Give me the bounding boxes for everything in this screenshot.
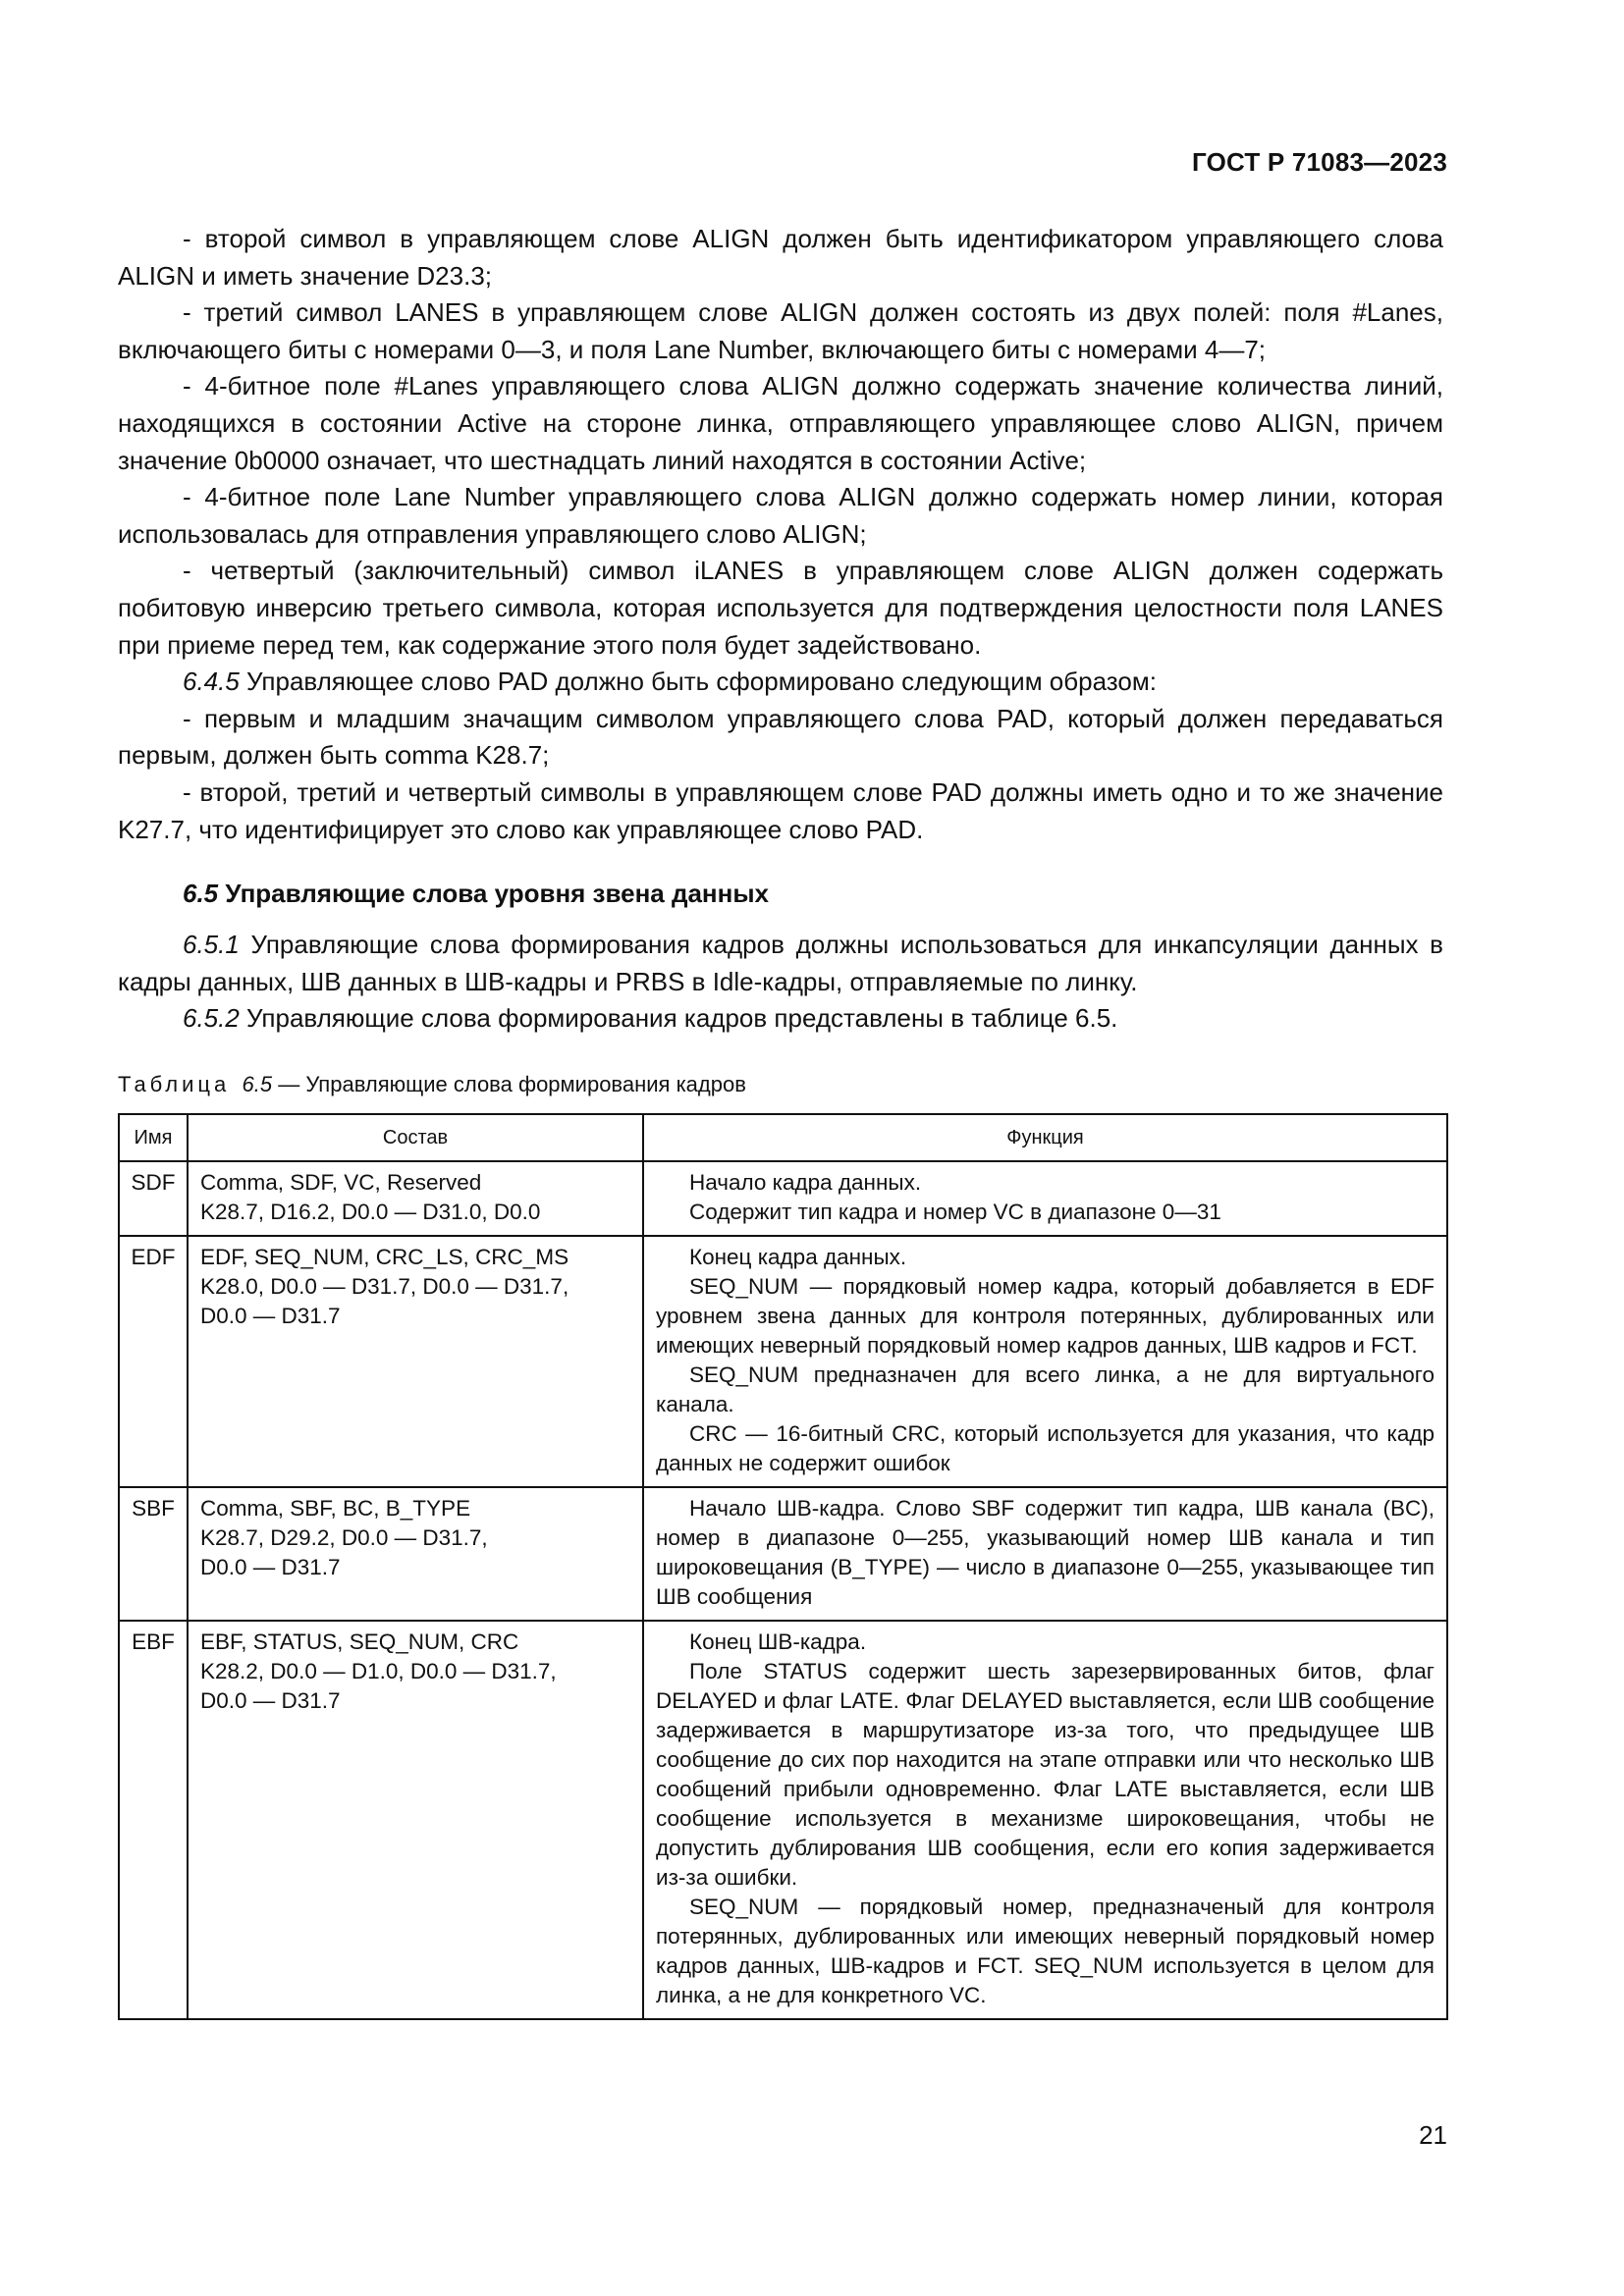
composition-text: Comma, SBF, BC, B_TYPE K28.7, D29.2, D0.0 — D31.7, D0.0 — D31.7 <box>200 1496 488 1579</box>
column-header-function: Функция <box>643 1114 1447 1161</box>
paragraph: - третий символ LANES в управляющем слове ALIGN должен состоять из двух полей: поля #Lanes, включающего биты с номерами 0—3, и поля Lane Number, включающего биты с номерами 4—7; <box>118 297 1443 364</box>
column-header-composition: Состав <box>188 1114 643 1161</box>
function-line: SEQ_NUM — порядковый номер кадра, который добавляется в EDF уровнем звена данных для контроля потерянных, дублированных или имеющих неверный порядковый номер кадров данных, ШВ кадров и FCT. <box>656 1274 1435 1358</box>
cell-name: EBF <box>119 1621 188 2019</box>
cell-function <box>643 1487 1447 1621</box>
clause-number: 6.5.1 <box>183 930 240 959</box>
body-text-section <box>118 927 1443 1038</box>
paragraph: - четвертый (заключительный) символ iLANES в управляющем слове ALIGN должен содержать побитовую инверсию третьего символа, которая используется для подтверждения целостности поля LANES при приеме перед тем, как содержание этого поля будет задействовано. <box>118 556 1443 660</box>
paragraph: - второй, третий и четвертый символы в управляющем слове PAD должны иметь одно и то же значение K27.7, что идентифицирует это слово как управляющее слово PAD. <box>118 776 1443 844</box>
composition-text: Comma, SDF, VC, Reserved K28.7, D16.2, D0.0 — D31.0, D0.0 <box>200 1170 541 1224</box>
paragraph: - 4-битное поле Lane Number управляющего слова ALIGN должно содержать номер линии, которая использовалась для отправления управляющего слово ALIGN; <box>118 482 1443 549</box>
cell-function <box>643 1621 1447 2019</box>
section-title: Управляющие слова уровня звена данных <box>218 879 769 908</box>
paragraph: - второй символ в управляющем слове ALIGN должен быть идентификатором управляющего слова ALIGN и иметь значение D23.3; <box>118 224 1443 291</box>
table-row <box>119 1621 1447 2019</box>
composition-text: EBF, STATUS, SEQ_NUM, CRC K28.2, D0.0 — D1.0, D0.0 — D31.7, D0.0 — D31.7 <box>200 1629 557 1713</box>
cell-function <box>643 1236 1447 1487</box>
function-line: SEQ_NUM предназначен для всего линка, а не для виртуального канала. <box>656 1362 1435 1416</box>
function-line: Поле STATUS содержит шесть зарезервированных битов, флаг DELAYED и флаг LATE. Флаг DELAYED выставляется, если ШВ сообщение задерживается в маршрутизаторе из-за того, что предыдущее ШВ сообщение до сих пор находится на этапе отправки или что несколько ШВ сообщений прибыли одновременно. Флаг LATE выставляется, если ШВ сообщение используется в механизме широковещания, чтобы не допустить дублирования ШВ сообщения, если его копия задерживается из-за ошибки. <box>656 1659 1435 1890</box>
framing-words-table <box>118 1113 1448 2020</box>
clause-number: 6.4.5 <box>183 667 240 697</box>
clause-text: Управляющее слово PAD должно быть сформировано следующим образом: <box>239 667 1157 697</box>
clause-number: 6.5.2 <box>183 1003 240 1034</box>
cell-name: EDF <box>119 1236 188 1487</box>
table-caption-prefix: Таблица <box>118 1072 231 1096</box>
page-number: 21 <box>1419 2120 1447 2150</box>
clause-text: Управляющие слова формирования кадров должны использоваться для инкапсуляции данных в кадры данных, ШВ данных в ШВ-кадры и PRBS в Idle-кадры, отправляемые по линку. <box>118 930 1443 996</box>
table-row <box>119 1161 1447 1236</box>
table-caption-title: — Управляющие слова формирования кадров <box>272 1072 746 1096</box>
cell-composition <box>188 1621 643 2019</box>
clause-6-5-2 <box>118 1000 1443 1038</box>
function-line: Содержит тип кадра и номер VC в диапазоне 0—31 <box>689 1200 1221 1224</box>
cell-name: SDF <box>119 1161 188 1236</box>
body-text-top <box>118 221 1443 848</box>
clause-6-5-1 <box>118 927 1443 1000</box>
section-number: 6.5 <box>183 879 219 908</box>
function-line: Начало ШВ-кадра. Слово SBF содержит тип кадра, ШВ канала (BC), номер в диапазоне 0—255, указывающий номер ШВ канала и тип широковещания (B_TYPE) — число в диапазоне 0—255, указывающее тип ШВ сообщения <box>656 1496 1435 1609</box>
clause-text: Управляющие слова формирования кадров представлены в таблице 6.5. <box>239 1003 1118 1034</box>
table-row <box>119 1236 1447 1487</box>
table-header-row <box>119 1114 1447 1161</box>
column-header-name: Имя <box>119 1114 188 1161</box>
composition-text: EDF, SEQ_NUM, CRC_LS, CRC_MS K28.0, D0.0 — D31.7, D0.0 — D31.7, D0.0 — D31.7 <box>200 1245 569 1328</box>
cell-name: SBF <box>119 1487 188 1621</box>
cell-composition <box>188 1487 643 1621</box>
cell-function <box>643 1161 1447 1236</box>
cell-composition <box>188 1236 643 1487</box>
function-line: CRC — 16-битный CRC, который используется для указания, что кадр данных не содержит ошибок <box>656 1421 1435 1475</box>
table-caption-number: 6.5 <box>242 1072 273 1096</box>
document-header: ГОСТ Р 71083—2023 <box>1192 147 1447 177</box>
function-line: Начало кадра данных. <box>689 1170 922 1195</box>
function-line: SEQ_NUM — порядковый номер, предназначеный для контроля потерянных, дублированных или имеющих неверный порядковый номер кадров данных, ШВ-кадров и FCT. SEQ_NUM используется в целом для линка, а не для конкретного VC. <box>656 1895 1435 2007</box>
function-line: Конец ШВ-кадра. <box>689 1629 867 1654</box>
section-heading <box>183 879 769 909</box>
table-row <box>119 1487 1447 1621</box>
paragraph: - первым и младшим значащим символом управляющего слова PAD, который должен передаваться первым, должен быть comma K28.7; <box>118 703 1443 771</box>
table-caption <box>118 1072 746 1097</box>
function-line: Конец кадра данных. <box>689 1245 907 1269</box>
cell-composition <box>188 1161 643 1236</box>
clause-6-4-5 <box>118 664 1443 701</box>
paragraph: - 4-битное поле #Lanes управляющего слова ALIGN должно содержать значение количества линий, находящихся в состоянии Active на стороне линка, отправляющего управляющее слово ALIGN, причем значение 0b0000 означает, что шестнадцать линий находятся в состоянии Active; <box>118 371 1443 475</box>
